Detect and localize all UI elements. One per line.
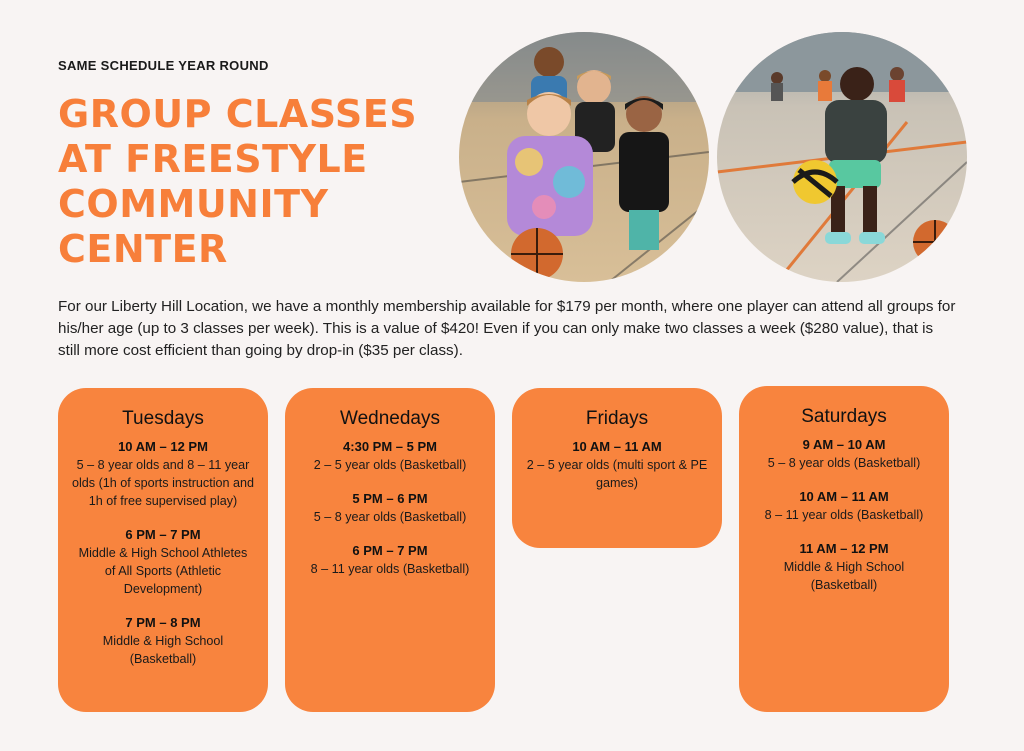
title-line: CENTER bbox=[58, 227, 228, 271]
slot-time: 5 PM – 6 PM bbox=[352, 491, 428, 506]
day-heading: Wednedays bbox=[340, 408, 440, 429]
class-slot bbox=[753, 540, 935, 594]
class-slot bbox=[299, 490, 481, 526]
slot-description: 5 – 8 year olds (Basketball) bbox=[313, 510, 467, 524]
slot-description: Middle & High School Athletes of All Sports (Athletic Development) bbox=[78, 546, 248, 596]
schedule-card-saturdays bbox=[739, 386, 949, 712]
title-line: COMMUNITY bbox=[58, 182, 329, 226]
slot-time: 11 AM – 12 PM bbox=[799, 541, 889, 556]
slot-description: 2 – 5 year olds (Basketball) bbox=[313, 458, 467, 472]
slot-time: 7 PM – 8 PM bbox=[125, 615, 201, 630]
page-title bbox=[58, 92, 438, 272]
slot-time: 10 AM – 12 PM bbox=[118, 439, 208, 454]
title-line: AT FREESTYLE bbox=[58, 137, 368, 181]
schedule-card-wednesdays bbox=[285, 388, 495, 712]
slot-time: 4:30 PM – 5 PM bbox=[343, 439, 437, 454]
slot-description: 2 – 5 year olds (multi sport & PE games) bbox=[526, 458, 708, 490]
schedule-card-tuesdays bbox=[58, 388, 268, 712]
slot-description: 8 – 11 year olds (Basketball) bbox=[764, 508, 924, 522]
slot-time: 6 PM – 7 PM bbox=[352, 543, 428, 558]
slot-description: Middle & High School (Basketball) bbox=[783, 560, 905, 592]
slot-description: 8 – 11 year olds (Basketball) bbox=[310, 562, 470, 576]
class-slot bbox=[72, 438, 254, 510]
class-slot bbox=[299, 542, 481, 578]
slot-description: 5 – 8 year olds (Basketball) bbox=[767, 456, 921, 470]
class-slot bbox=[72, 614, 254, 668]
class-slot bbox=[753, 436, 935, 472]
kid-dribbling-photo bbox=[717, 32, 967, 282]
slot-time: 10 AM – 11 AM bbox=[572, 439, 662, 454]
slot-time: 10 AM – 11 AM bbox=[799, 489, 889, 504]
class-slot bbox=[299, 438, 481, 474]
membership-intro: For our Liberty Hill Location, we have a monthly membership available for $179 per month, where one player can attend all groups for his/her age (up to 3 classes per week). This is a value of $420! Even if you can only make two classes a week ($280 value), that is still more cost efficient than going by drop-in ($35 per class). bbox=[58, 298, 956, 359]
day-heading: Tuesdays bbox=[122, 408, 204, 429]
slot-time: 6 PM – 7 PM bbox=[125, 527, 201, 542]
class-slot bbox=[72, 526, 254, 598]
slot-time: 9 AM – 10 AM bbox=[802, 437, 886, 452]
class-slot bbox=[526, 438, 708, 492]
schedule-card-fridays bbox=[512, 388, 722, 548]
class-slot bbox=[753, 488, 935, 524]
eyebrow-text: SAME SCHEDULE YEAR ROUND bbox=[58, 58, 269, 73]
kids-group-photo bbox=[459, 32, 709, 282]
day-heading: Saturdays bbox=[801, 406, 887, 427]
slot-description: 5 – 8 year olds and 8 – 11 year olds (1h of sports instruction and 1h of free supervised play) bbox=[72, 458, 255, 508]
slot-description: Middle & High School (Basketball) bbox=[102, 634, 224, 666]
title-line: GROUP CLASSES bbox=[58, 92, 418, 136]
day-heading: Fridays bbox=[585, 408, 649, 429]
